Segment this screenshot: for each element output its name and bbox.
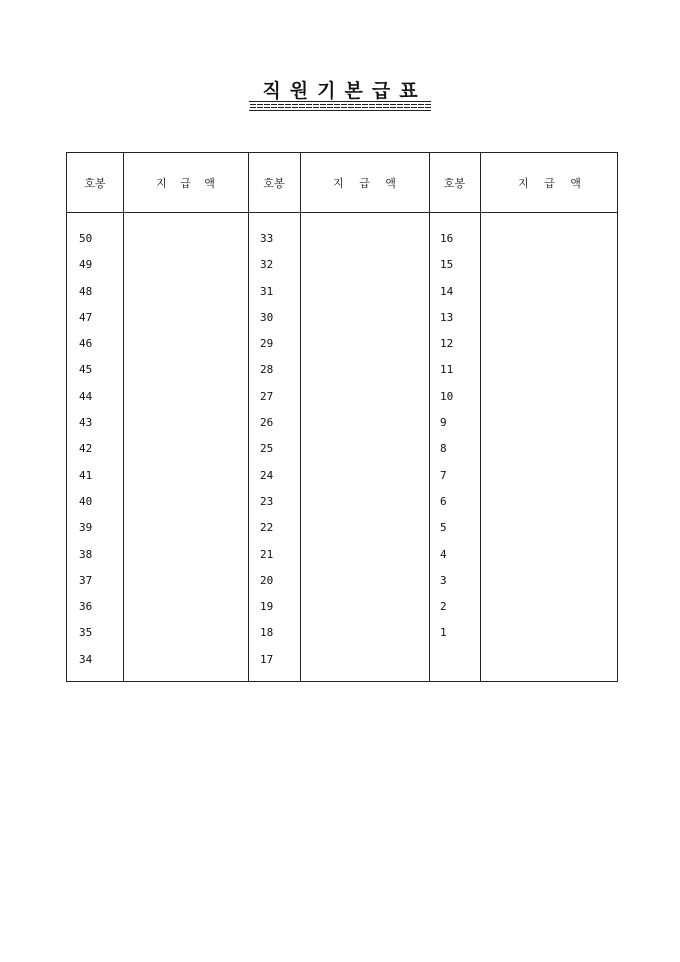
grade-number: 32: [260, 258, 274, 272]
grade-number: 39: [79, 521, 93, 535]
grade-header: 호봉: [443, 177, 466, 190]
grade-number: 23: [260, 494, 274, 508]
grade-column-2: [260, 231, 273, 678]
grade-number: 12: [440, 337, 454, 351]
grade-number: 10: [440, 389, 454, 403]
grade-number: 19: [260, 600, 274, 614]
grade-number: 11: [440, 363, 454, 377]
title-underline: [249, 110, 431, 111]
grade-number: 8: [440, 442, 447, 456]
grade-number: 4: [440, 547, 447, 561]
grade-number: 17: [260, 652, 274, 666]
grade-number: 46: [79, 337, 93, 351]
grade-number: 28: [260, 363, 274, 377]
grade-number: 37: [79, 573, 93, 587]
grade-number: 9: [440, 416, 447, 430]
grade-number: 18: [260, 626, 274, 640]
grade-number: 47: [79, 310, 93, 324]
grade-column-3: [440, 231, 453, 652]
grade-number: 31: [260, 284, 274, 298]
grade-number: 44: [79, 389, 93, 403]
grade-number: 27: [260, 389, 274, 403]
grade-number: 48: [79, 284, 93, 298]
grade-number: 41: [79, 468, 93, 482]
title-underline-dashes: [249, 102, 431, 110]
grade-number: 5: [440, 521, 447, 535]
amount-header: 지 급 액: [518, 177, 581, 190]
grade-number: 21: [260, 547, 274, 561]
grade-number: 50: [79, 232, 93, 245]
grade-number: 24: [260, 468, 274, 482]
grade-number: 20: [260, 573, 274, 587]
column-divider: [248, 153, 249, 681]
column-divider: [480, 153, 481, 681]
grade-number: 38: [79, 547, 93, 561]
grade-number: 45: [79, 363, 93, 377]
grade-column-1: [79, 231, 92, 678]
grade-number: 15: [440, 258, 454, 272]
grade-number: 42: [79, 442, 93, 456]
grade-number: 36: [79, 600, 93, 614]
grade-number: 1: [440, 626, 447, 640]
grade-number: 3: [440, 573, 447, 587]
grade-number: 26: [260, 416, 274, 430]
page-title-text: 직원기본급표: [262, 80, 427, 102]
grade-number: 40: [79, 494, 93, 508]
grade-number: 13: [440, 310, 454, 324]
grade-number: 35: [79, 626, 93, 640]
salary-table: [66, 152, 618, 682]
amount-header: 지 급 액: [156, 177, 215, 190]
grade-number: 16: [440, 232, 454, 245]
grade-number: 6: [440, 494, 447, 508]
grade-number: 22: [260, 521, 274, 535]
grade-header: 호봉: [263, 177, 285, 190]
column-divider: [429, 153, 430, 681]
grade-number: 29: [260, 337, 274, 351]
column-divider: [123, 153, 124, 681]
grade-number: 25: [260, 442, 274, 456]
page-title: [0, 76, 680, 103]
grade-number: 30: [260, 310, 274, 324]
grade-number: 34: [79, 652, 93, 666]
grade-number: 7: [440, 468, 447, 482]
header-divider: [67, 212, 617, 213]
grade-number: 14: [440, 284, 454, 298]
grade-number: 43: [79, 416, 93, 430]
amount-header: 지 급 액: [333, 177, 396, 190]
grade-number: 2: [440, 600, 447, 614]
grade-number: 33: [260, 232, 274, 245]
column-divider: [300, 153, 301, 681]
grade-number: 49: [79, 258, 93, 272]
grade-header: 호봉: [84, 177, 106, 190]
